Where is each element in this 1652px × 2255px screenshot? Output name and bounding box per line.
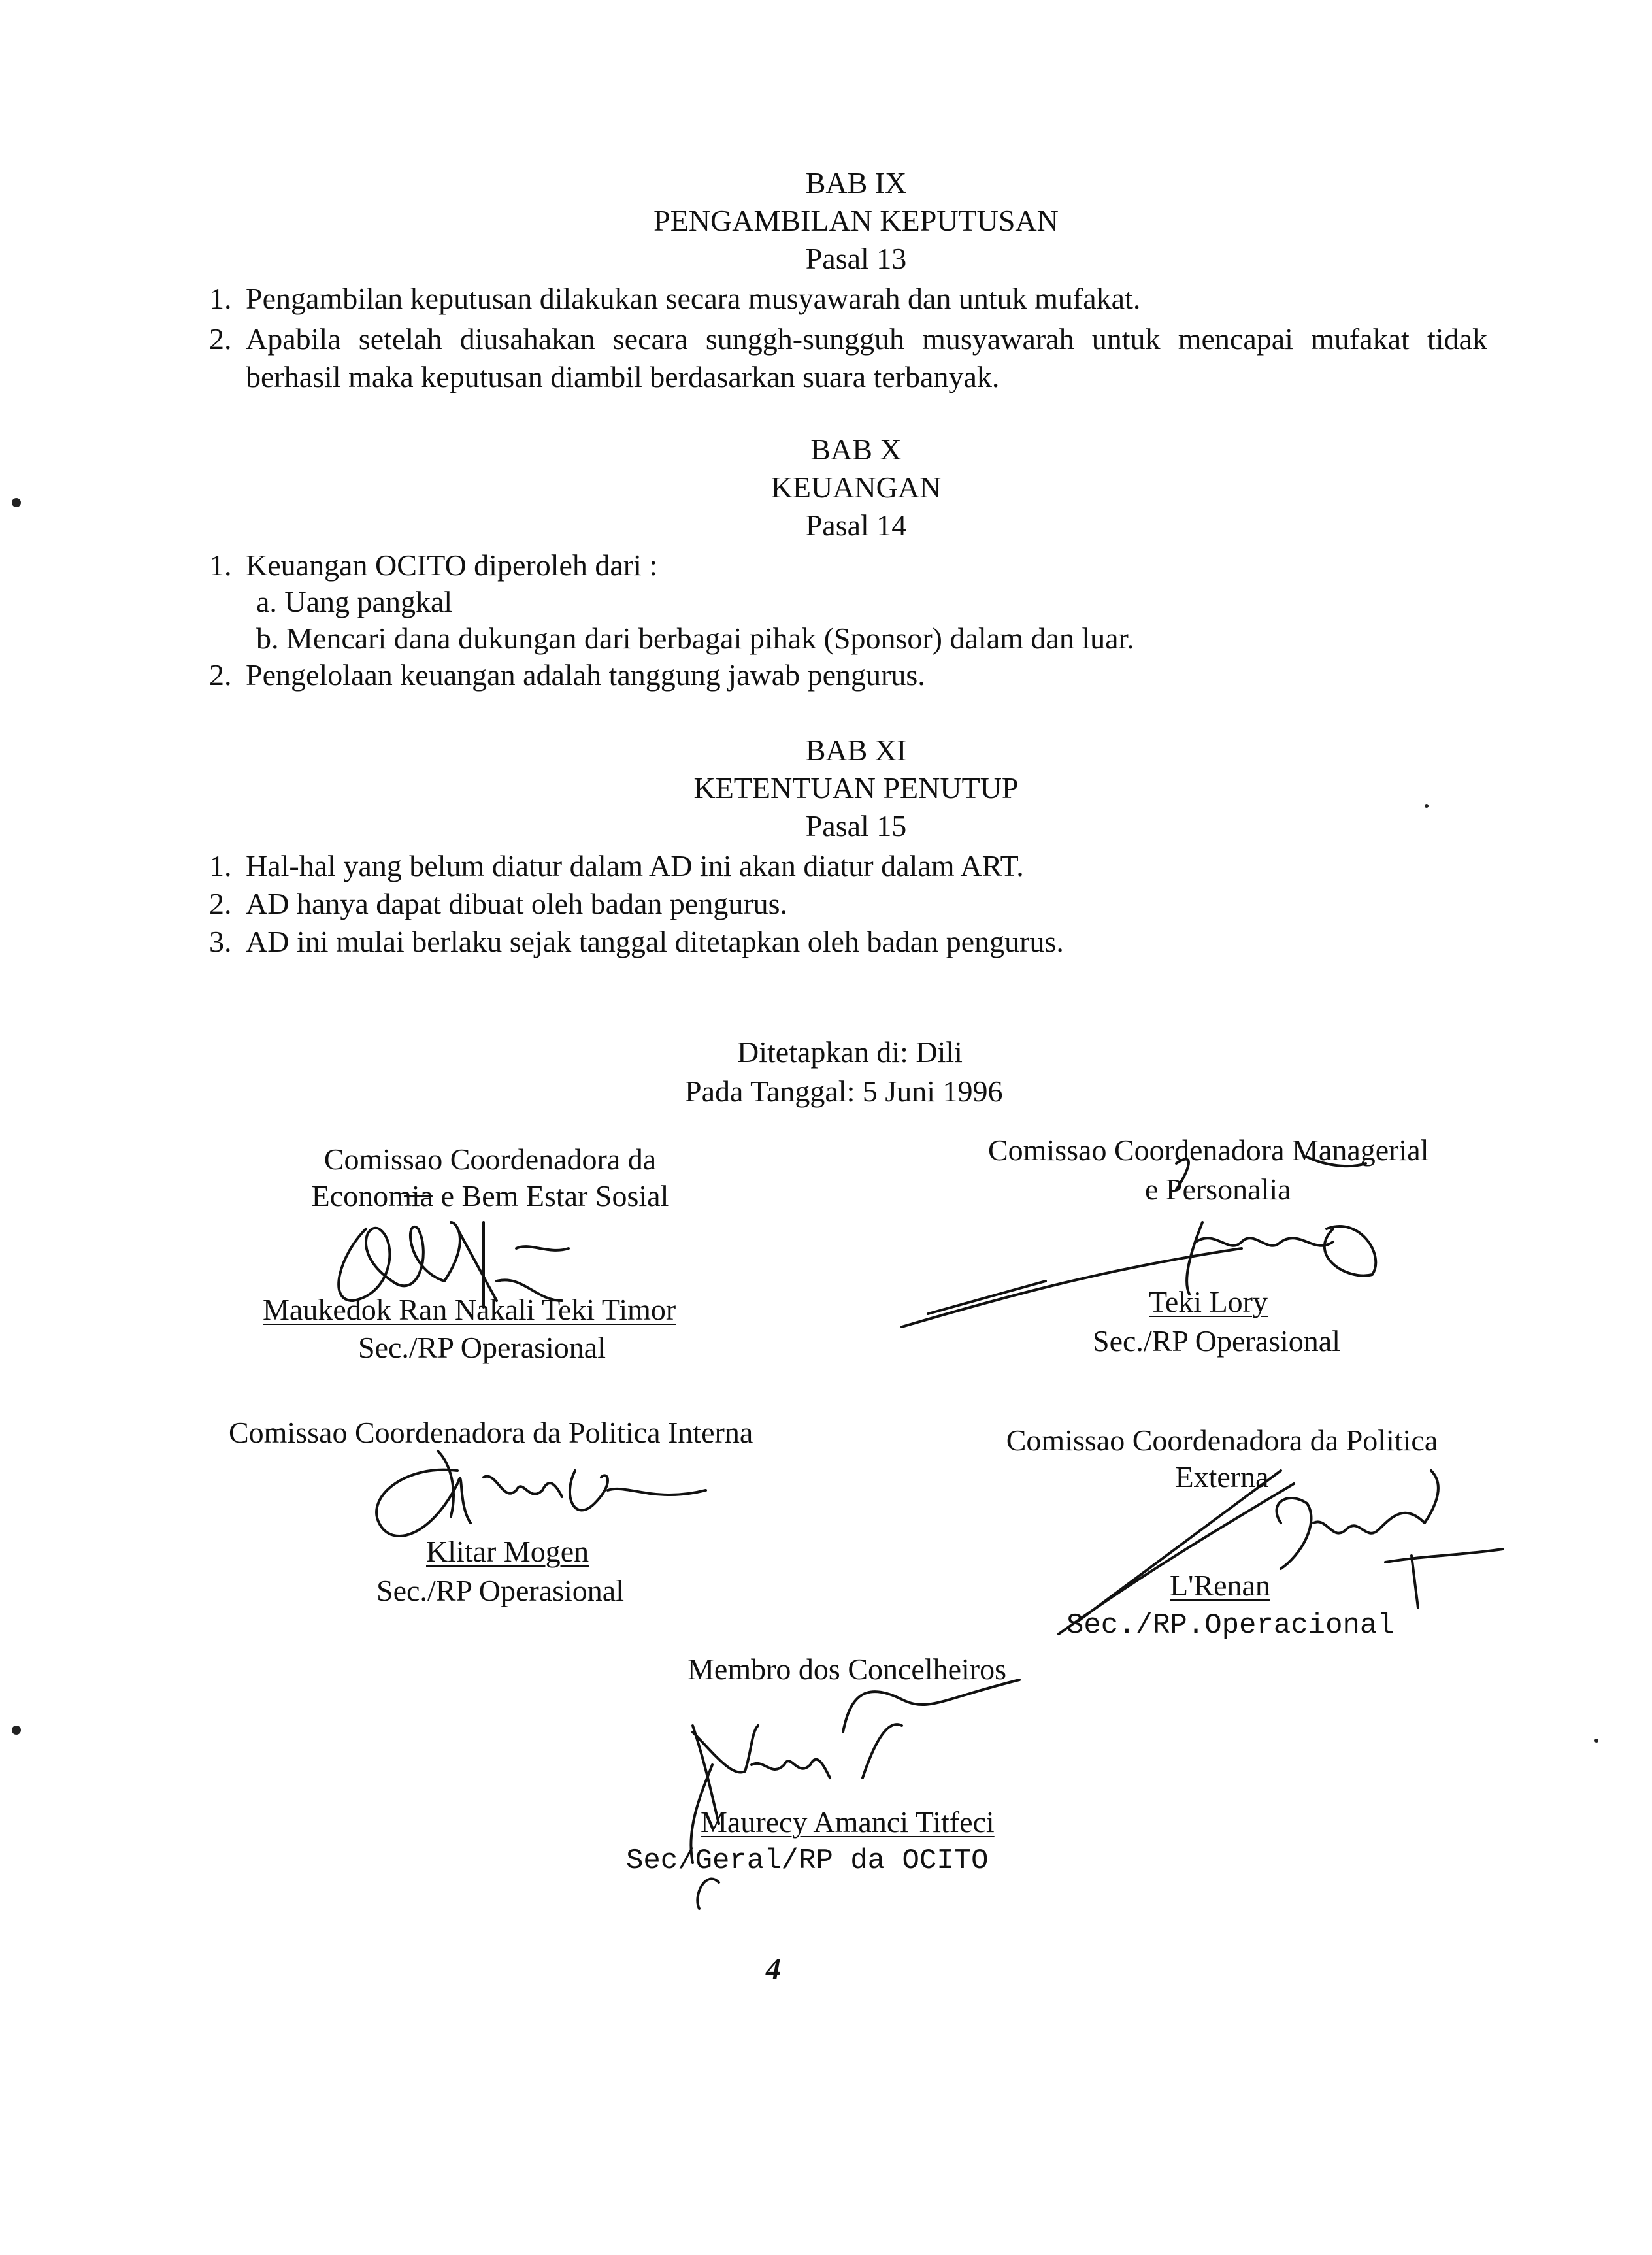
list-item: 1. Hal-hal yang belum diatur dalam AD ini akan diatur dalam ART.	[209, 849, 1024, 882]
signatory-role: Sec./RP.Operacional	[1066, 1609, 1395, 1642]
signatory-name: L'Renan	[1170, 1569, 1270, 1602]
page-number: 4	[766, 1952, 781, 1985]
chapter-9-bab: BAB IX	[805, 166, 907, 199]
scan-speck	[12, 1726, 21, 1735]
chapter-10-pasal: Pasal 14	[805, 509, 907, 542]
signature-interna	[376, 1451, 706, 1536]
signatory-role: Sec./RP Operasional	[376, 1574, 625, 1607]
scan-speck	[1594, 1739, 1598, 1743]
committee-name: Comissao Coordenadora Managerial	[988, 1133, 1429, 1167]
enactment-place: Ditetapkan di: Dili	[737, 1035, 963, 1069]
committee-name: e Personalia	[1145, 1173, 1291, 1206]
signatory-role: Sec/Geral/RP da OCITO	[626, 1845, 989, 1877]
list-item: 2. Pengelolaan keuangan adalah tanggung jawab pengurus.	[209, 658, 925, 692]
list-item: 2. AD hanya dapat dibuat oleh badan pengurus.	[209, 887, 788, 920]
committee-name: Comissao Coordenadora da Politica Interna	[229, 1416, 753, 1449]
list-item: 1. Pengambilan keputusan dilakukan secara musyawarah dan untuk mufakat.	[209, 282, 1141, 315]
chapter-9-pasal: Pasal 13	[805, 242, 907, 275]
scan-speck	[12, 498, 21, 507]
list-item: a. Uang pangkal	[256, 585, 453, 618]
chapter-11-title: KETENTUAN PENUTUP	[693, 771, 1019, 805]
enactment-date: Pada Tanggal: 5 Juni 1996	[685, 1075, 1003, 1108]
signatory-role: Sec./RP Operasional	[358, 1331, 606, 1364]
signatory-economia	[274, 1141, 706, 1214]
list-item: 1. Keuangan OCITO diperoleh dari :	[209, 548, 658, 582]
chapter-9-heading	[719, 165, 993, 201]
signatory-role: Sec./RP Operasional	[1093, 1324, 1341, 1358]
signatory-name: Teki Lory	[1149, 1285, 1268, 1318]
signatory-name: Maurecy Amanci Titfeci	[701, 1805, 995, 1839]
list-item: 3. AD ini mulai berlaku sejak tanggal ditetapkan oleh badan pengurus.	[209, 925, 1064, 958]
list-item: 2. Apabila setelah diusahakan secara sunggh-sungguh musyawarah untuk mencapai mufakat tidak berhasil maka keputusan diambil berdasarkan suara terbanyak.	[209, 322, 1487, 393]
list-item: b. Mencari dana dukungan dari berbagai pihak (Sponsor) dalam dan luar.	[256, 622, 1134, 655]
chapter-9-title: PENGAMBILAN KEPUTUSAN	[653, 204, 1059, 237]
committee-name: Membro dos Concelheiros	[687, 1652, 1007, 1686]
chapter-11-bab: BAB XI	[805, 733, 907, 767]
signatory-name: Klitar Mogen	[426, 1535, 589, 1568]
chapter-11-pasal: Pasal 15	[805, 809, 907, 843]
chapter-9-list	[209, 280, 1503, 396]
committee-name: Economia e Bem Estar Sosial	[311, 1179, 669, 1212]
scan-speck	[1425, 804, 1429, 808]
committee-name: Comissao Coordenadora da Politica	[1006, 1424, 1438, 1457]
chapter-10-title: KEUANGAN	[770, 471, 942, 504]
committee-name: Comissao Coordenadora da	[323, 1143, 657, 1176]
chapter-11-list	[209, 847, 1503, 961]
chapter-10-list	[209, 546, 1503, 694]
signature-managerial	[902, 1157, 1376, 1327]
signatory-name: Maukedok Ran Nakali Teki Timor	[263, 1293, 676, 1326]
committee-name: Externa	[1175, 1460, 1269, 1494]
signatory-externa	[987, 1422, 1457, 1495]
chapter-10-bab: BAB X	[810, 433, 902, 466]
